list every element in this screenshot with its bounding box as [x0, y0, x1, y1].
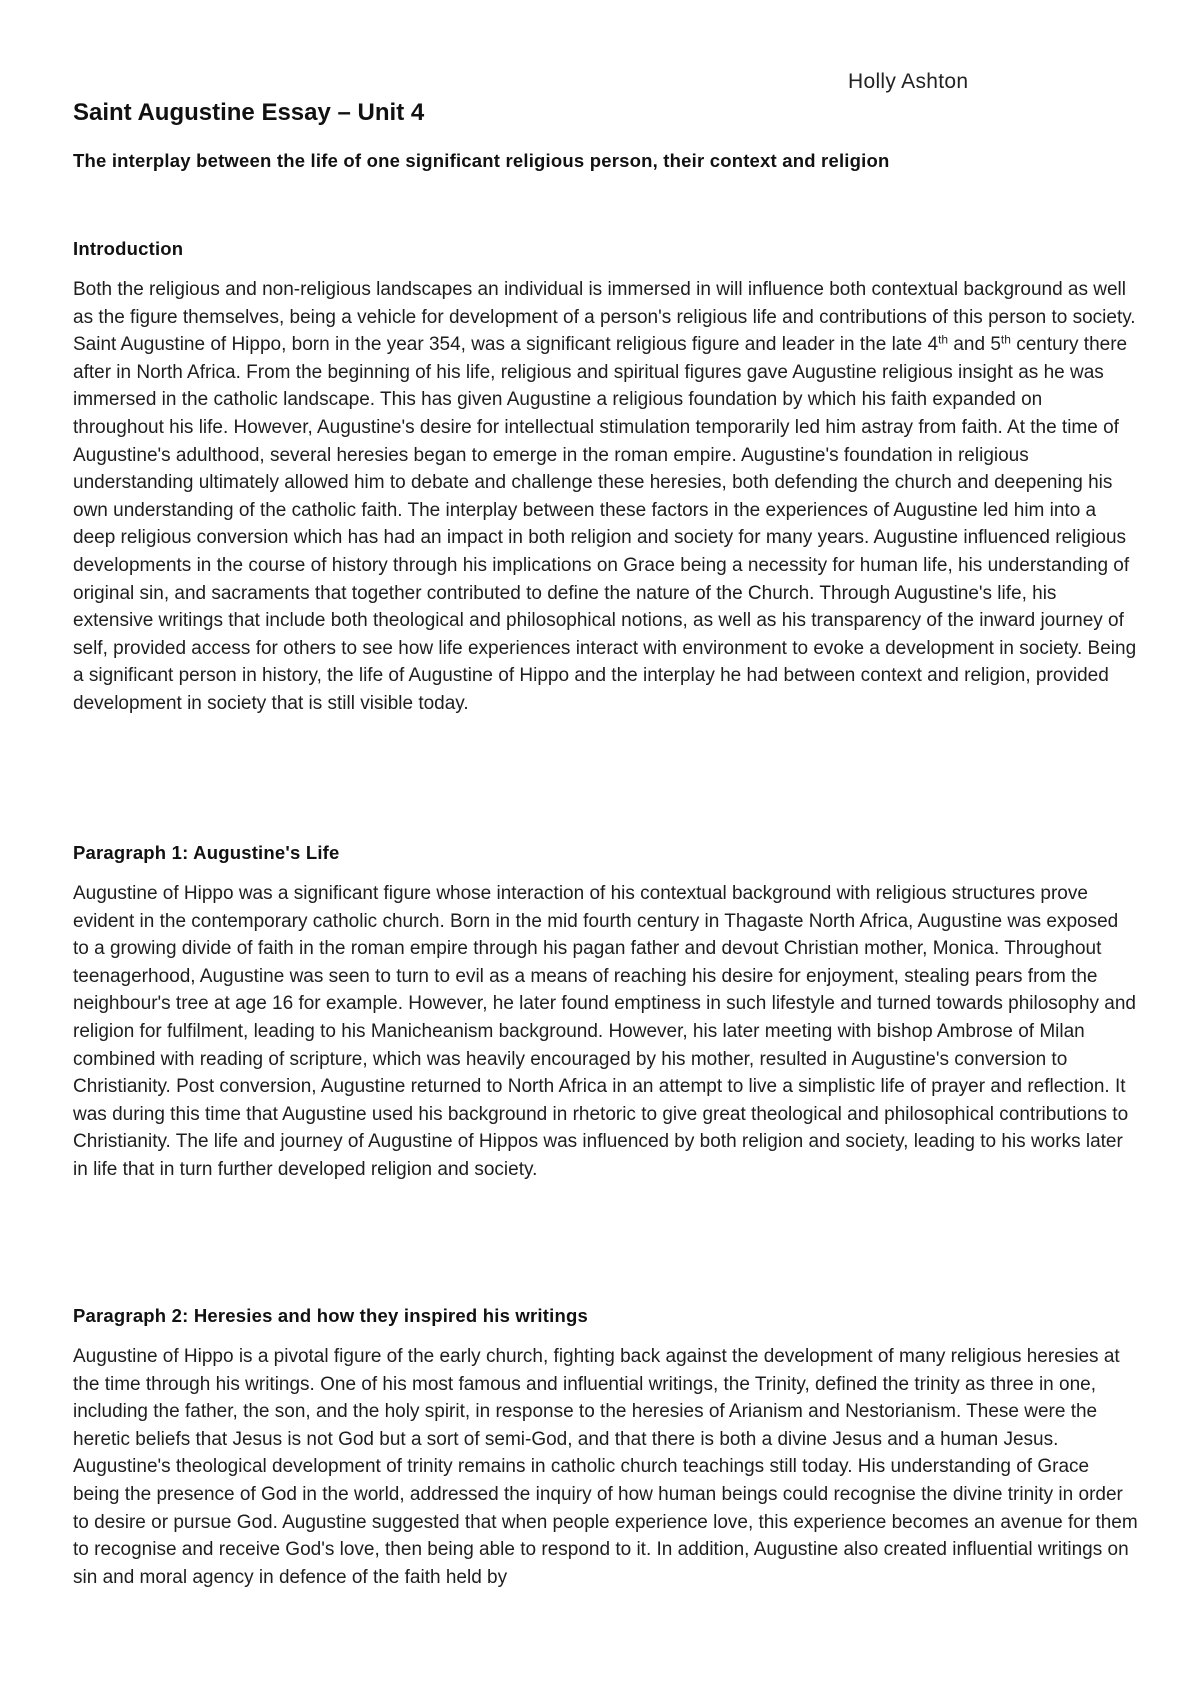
ordinal-suffix-5th: th	[1000, 332, 1011, 347]
paragraph-1-section	[73, 842, 1138, 1184]
introduction-heading: Introduction	[73, 238, 184, 259]
paragraph-2-text: Augustine of Hippo is a pivotal figure of the early church, fighting back against the development of many religious heresies at the time through his writings. One of his most famous and influential writings, the Trinity, defined the trinity as three in one, including the father, the son, and the holy spirit, in response to the heresies of Arianism and Nestorianism. These were the heretic beliefs that Jesus is not God but a sort of semi-God, and that there is both a divine Jesus and a human Jesus. Augustine's theological development of trinity remains in catholic church teachings still today. His understanding of Grace being the presence of God in the world, addressed the inquiry of how human beings could recognise the divine trinity in order to desire or pursue God. Augustine suggested that when people experience love, this experience becomes an avenue for them to recognise and receive God's love, then being able to respond to it. In addition, Augustine also created influential writings on sin and moral agency in defence of the faith held by	[73, 1346, 1138, 1588]
introduction-text-a: Both the religious and non-religious landscapes an individual is immersed in will influence both contextual background as well as the figure themselves, being a vehicle for development of a person's religious life and contributions of this person to society. Saint Augustine of Hippo, born in the year 354, was a significant religious figure and leader in the late 4	[73, 279, 1136, 356]
paragraph-1-heading: Paragraph 1: Augustine's Life	[73, 842, 340, 863]
introduction-section	[73, 238, 1138, 718]
introduction-text-b: and 5	[948, 334, 1001, 356]
introduction-text-c: century there after in North Africa. From the beginning of his life, religious and spiritual figures gave Augustine religious insight as he was immersed in the catholic landscape. This has given Augustine a religious foundation by which his faith expanded on throughout his life. However, Augustine's desire for intellectual stimulation temporarily led him astray from faith. At the time of Augustine's adulthood, several heresies began to emerge in the roman empire. Augustine's foundation in religious understanding ultimately allowed him to debate and challenge these heresies, both defending the church and deepening his own understanding of the catholic faith. The interplay between these factors in the experiences of Augustine led him into a deep religious conversion which has had an impact in both religion and society for many years. Augustine influenced religious developments in the course of history through his implications on Grace being a necessity for human life, his understanding of original sin, and sacraments that together contributed to define the nature of the Church. Through Augustine's life, his extensive writings that include both theological and philosophical notions, as well as his transparency of the inward journey of self, provided access for others to see how life experiences interact with environment to evoke a development in society. Being a significant person in history, the life of Augustine of Hippo and the interplay he had between context and religion, provided development in society that is still visible today.	[73, 334, 1137, 714]
paragraph-2-heading: Paragraph 2: Heresies and how they inspired his writings	[73, 1305, 588, 1326]
essay-subtitle: The interplay between the life of one significant religious person, their context and religion	[73, 150, 890, 171]
ordinal-suffix-4th: th	[938, 332, 949, 347]
paragraph-1-text: Augustine of Hippo was a significant figure whose interaction of his contextual background with religious structures prove evident in the contemporary catholic church. Born in the mid fourth century in Thagaste North Africa, Augustine was exposed to a growing divide of faith in the roman empire through his pagan father and devout Christian mother, Monica. Throughout teenagerhood, Augustine was seen to turn to evil as a means of reaching his desire for enjoyment, stealing pears from the neighbour's tree at age 16 for example. However, he later found emptiness in such lifestyle and turned towards philosophy and religion for fulfilment, leading to his Manicheanism background. However, his later meeting with bishop Ambrose of Milan combined with reading of scripture, which was heavily encouraged by his mother, resulted in Augustine's conversion to Christianity. Post conversion, Augustine returned to North Africa in an attempt to live a simplistic life of prayer and reflection. It was during this time that Augustine used his background in rhetoric to give great theological and philosophical contributions to Christianity. The life and journey of Augustine of Hippos was influenced by both religion and society, leading to his works later in life that in turn further developed religion and society.	[73, 883, 1136, 1180]
paragraph-2-section	[73, 1305, 1138, 1591]
introduction-paragraph	[73, 276, 1138, 718]
author-name: Holly Ashton	[848, 70, 969, 93]
essay-title: Saint Augustine Essay – Unit 4	[73, 99, 425, 126]
